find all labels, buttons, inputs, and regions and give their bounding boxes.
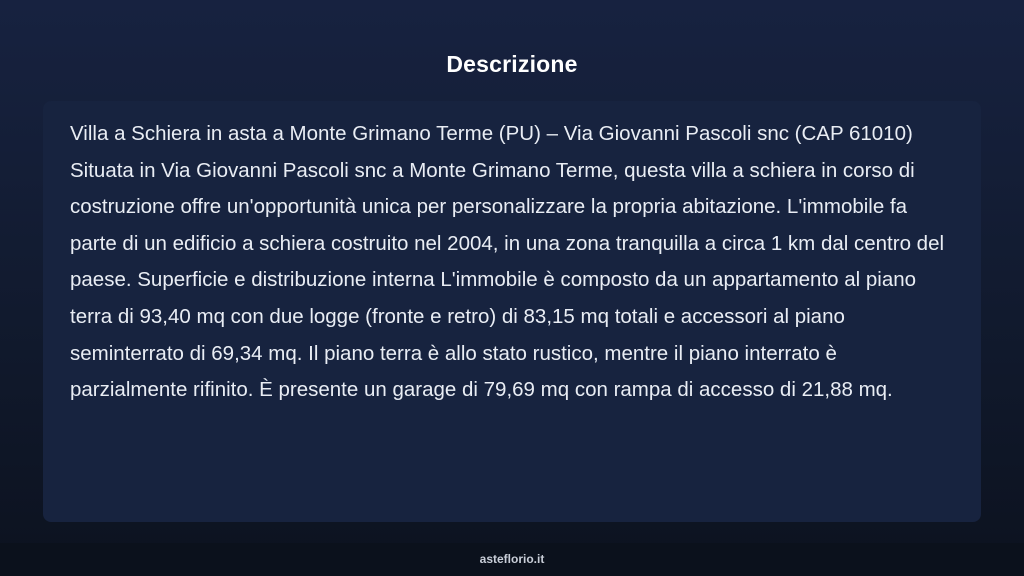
description-text: Villa a Schiera in asta a Monte Grimano Terme (PU) – Via Giovanni Pascoli snc (CAP 61010) Situata in Via Giovanni Pascoli snc a Monte Grimano Terme, questa villa a schiera in corso di costruzione offre un'opportunità unica per personalizzare la propria abitazione. L'immobile fa parte di un edificio a schiera costruito nel 2004, in una zona tranquilla a circa 1 km dal centro del paese. Superficie e distribuzione interna L'immobile è composto da un appartamento al piano terra di 93,40 mq con due logge (fronte e retro) di 83,15 mq totali e accessori al piano seminterrato di 69,34 mq. Il piano terra è allo stato rustico, mentre il piano interrato è parzialmente rifinito. È presente un garage di 79,69 mq con rampa di accesso di 21,88 mq.: [70, 122, 945, 402]
footer-bar: [0, 543, 1024, 576]
description-card: [43, 101, 981, 522]
page-title: Descrizione: [446, 51, 578, 77]
footer-site-label: asteflorio.it: [479, 552, 545, 566]
